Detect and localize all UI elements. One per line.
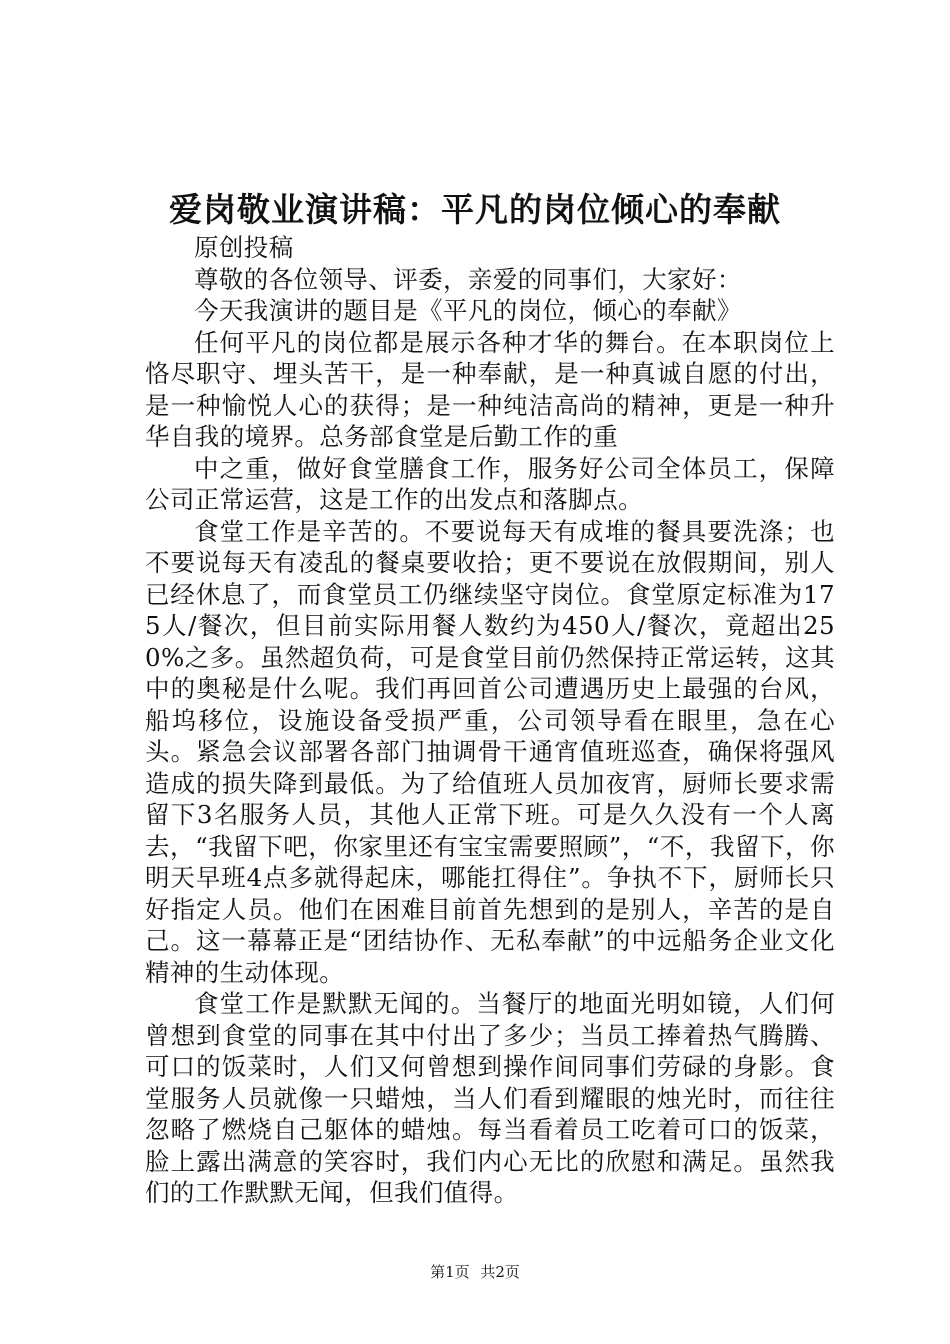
paragraph-intro: 任何平凡的岗位都是展示各种才华的舞台。在本职岗位上恪尽职守、埋头苦干，是一种奉献，是一种真诚自愿的付出，是一种愉悦人心的获得；是一种纯洁高尚的精神，更是一种升华自我的境界。总务部食堂是后勤工作的重 [145, 327, 835, 451]
page-footer [0, 1262, 950, 1282]
paragraph-greeting: 尊敬的各位领导、评委，亲爱的同事们，大家好： [194, 264, 742, 294]
paragraph-topic: 今天我演讲的题目是《平凡的岗位，倾心的奉献》 [194, 296, 742, 325]
paragraph-intro-continued: 中之重，做好食堂膳食工作，服务好公司全体员工，保障公司正常运营，这是工作的出发点和落脚点。 [145, 453, 835, 514]
paragraph-unsung: 食堂工作是默默无闻的。当餐厅的地面光明如镜，人们何曾想到食堂的同事在其中付出了多少；当员工捧着热气腾腾、可口的饭菜时，人们又何曾想到操作间同事们劳碌的身影。食堂服务人员就像一只蜡烛，当人们看到耀眼的烛光时，而往往忽略了燃烧自己躯体的蜡烛。每当看着员工吃着可口的饭菜，脸上露出满意的笑容时，我们内心无比的欣慰和满足。虽然我们的工作默默无闻，但我们值得。 [145, 989, 835, 1207]
paragraph-hardwork: 食堂工作是辛苦的。不要说每天有成堆的餐具要洗涤；也不要说每天有凌乱的餐桌要收拾；更不要说在放假期间，别人已经休息了，而食堂员工仍继续坚守岗位。食堂原定标准为175人/餐次，但目前实际用餐人数约为450人/餐次，竟超出250%之多。虽然超负荷，可是食堂目前仍然保持正常运转，这其中的奥秘是什么呢。我们再回首公司遭遇历史上最强的台风，船坞移位，设施设备受损严重，公司领导看在眼里，急在心头。紧急会议部署各部门抽调骨干通宵值班巡查，确保将强风造成的损失降到最低。为了给值班人员加夜宵，厨师长要求需留下3名服务人员，其他人正常下班。可是久久没有一个人离去，“我留下吧，你家里还有宝宝需要照顾”，“不，我留下，你明天早班4点多就得起床，哪能扛得住”。争执不下，厨师长只好指定人员。他们在困难目前首先想到的是别人，辛苦的是自己。这一幕幕正是“团结协作、无私奉献”的中远船务企业文化精神的生动体现。 [145, 516, 835, 987]
document-body [145, 232, 835, 1209]
document-title: 爱岗敬业演讲稿：平凡的岗位倾心的奉献 [169, 190, 781, 229]
page-total: 共2页 [480, 1263, 520, 1281]
paragraph-source: 原创投稿 [194, 233, 294, 262]
page-number: 第1页 [430, 1263, 470, 1281]
